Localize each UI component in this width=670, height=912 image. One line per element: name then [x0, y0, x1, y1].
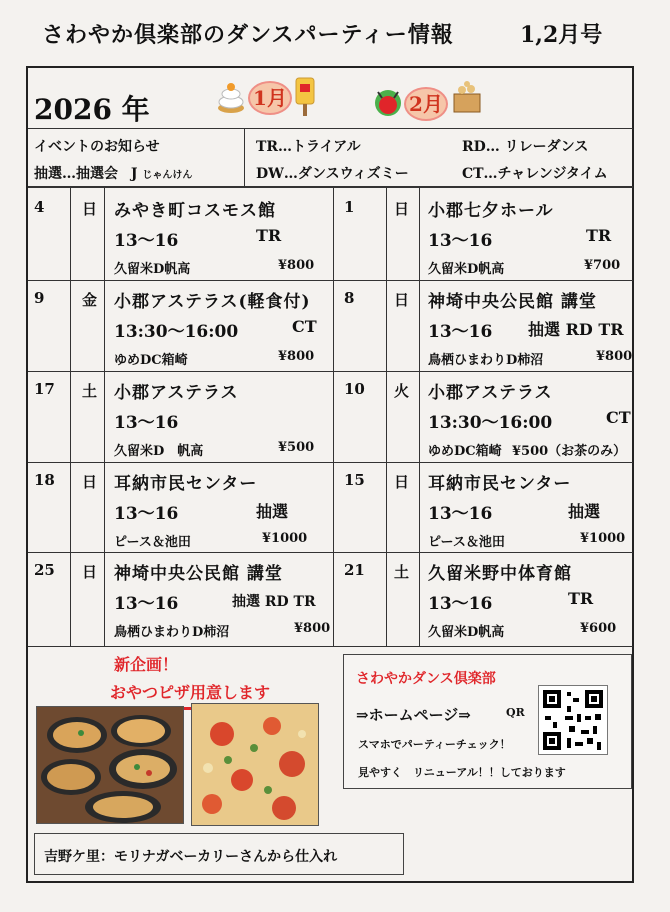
event-tag: TR — [586, 226, 612, 245]
event-price: ¥800 — [294, 621, 331, 636]
event-weekday: 日 — [394, 473, 410, 491]
event-venue: 久留米野中体育館 — [428, 564, 572, 584]
promo-pizza: おやつピザ用意します — [110, 683, 271, 702]
event-venue: 耳納市民センター — [114, 474, 258, 494]
event-venue: 小郡アステラス — [428, 383, 553, 403]
event-tag: TR — [256, 226, 282, 245]
ad-homepage-link[interactable]: ⇒ホームページ⇒ — [356, 706, 471, 724]
row-divider — [28, 646, 333, 647]
event-tag: 抽選 RD TR — [232, 594, 316, 610]
event-venue: 小郡七夕ホール — [428, 201, 554, 221]
event-day: 17 — [34, 380, 55, 398]
event-day: 18 — [34, 471, 55, 489]
event-time: 13:30～16:00 — [114, 322, 239, 342]
supplier-note: 吉野ケ里：モリナガベーカリーさんから仕入れ — [44, 849, 338, 865]
page-title: さわやか倶楽部のダンスパーティー情報 — [42, 22, 454, 48]
bean-box-icon — [450, 80, 484, 121]
event-weekday: 土 — [394, 563, 410, 581]
ad-club-name: さわやかダンス倶楽部 — [356, 671, 496, 687]
event-price: ¥800 — [278, 258, 315, 273]
event-venue: 神埼中央公民館 講堂 — [114, 564, 283, 584]
event-tag: CT — [292, 317, 317, 336]
event-time: 13～16 — [428, 231, 493, 251]
event-day: 10 — [344, 380, 365, 398]
event-host: 久留米D 帆高 — [114, 444, 204, 459]
grid-top-line — [28, 186, 633, 188]
event-price: ¥800 — [278, 349, 315, 364]
legend-column-divider — [244, 128, 245, 186]
event-venue: 小郡アステラス — [114, 383, 239, 403]
event-time: 13:30～16:00 — [428, 413, 553, 433]
february-badge: 2月 — [404, 87, 448, 121]
event-time: 13～16 — [114, 413, 179, 433]
event-time: 13～16 — [428, 504, 493, 524]
event-price: ¥700 — [584, 258, 621, 273]
event-row — [34, 465, 326, 551]
legend-j-note: じゃんけん — [142, 170, 193, 181]
ad-renewal: 見やすく リニューアル！！しております — [358, 766, 566, 779]
event-row — [34, 283, 326, 369]
event-host: ピース＆池田 — [114, 535, 191, 550]
event-time: 13～16 — [114, 504, 179, 524]
ad-qr-label: QR — [506, 706, 525, 719]
event-host: ゆめDC箱崎 — [428, 444, 502, 459]
event-day: 25 — [34, 561, 55, 579]
event-tag: 抽選 — [568, 502, 601, 521]
qr-code-icon[interactable] — [538, 685, 608, 755]
setsubun-mask-icon — [372, 86, 404, 125]
event-row — [34, 192, 326, 278]
event-row — [34, 374, 326, 460]
event-tag: 抽選 — [256, 502, 289, 521]
legend-notice: イベントのお知らせ — [34, 139, 160, 155]
event-price: ¥1000 — [262, 531, 308, 546]
event-price: ¥600 — [580, 621, 617, 636]
event-venue: みやき町コスモス館 — [114, 201, 276, 221]
row-divider — [28, 462, 633, 463]
event-day: 8 — [344, 289, 355, 307]
event-row — [344, 192, 629, 278]
event-weekday: 日 — [82, 563, 98, 581]
event-weekday: 土 — [82, 382, 98, 400]
event-weekday: 日 — [82, 200, 98, 218]
event-host: ゆめDC箱崎 — [114, 353, 188, 368]
event-day: 21 — [344, 561, 365, 579]
event-time: 13～16 — [428, 594, 493, 614]
event-host: 鳥栖ひまわりD柿沼 — [114, 625, 230, 640]
event-row — [344, 555, 629, 645]
event-weekday: 日 — [394, 291, 410, 309]
legend-lottery-text: 抽選…抽選会 — [34, 166, 118, 182]
event-day: 1 — [344, 198, 355, 216]
column-divider — [333, 186, 334, 646]
legend-dw: DW…ダンスウィズミー — [256, 166, 409, 182]
promo-new-plan: 新企画！ — [114, 655, 179, 674]
legend-j-mark: J — [130, 166, 138, 182]
legend-divider — [28, 128, 633, 129]
event-weekday: 金 — [82, 291, 98, 309]
event-weekday: 日 — [394, 200, 410, 218]
battledore-icon — [292, 76, 318, 123]
event-venue: 小郡アステラス(軽食付) — [114, 292, 311, 312]
event-time: 13～16 — [114, 231, 179, 251]
row-divider — [28, 371, 633, 372]
legend-lottery — [34, 163, 192, 183]
event-tag: CT — [606, 408, 631, 427]
event-row — [344, 283, 633, 369]
event-tag: TR — [568, 589, 594, 608]
event-host: 久留米D帆高 — [114, 262, 191, 277]
legend-rd: RD… リレーダンス — [462, 139, 589, 155]
event-host: 鳥栖ひまわりD柿沼 — [428, 353, 544, 368]
ad-smartphone-check: スマホでパーティーチェック！ — [358, 738, 511, 751]
event-day: 9 — [34, 289, 45, 307]
row-divider — [28, 552, 633, 553]
event-host: 久留米D帆高 — [428, 262, 505, 277]
event-price: ¥500（お茶のみ） — [512, 444, 627, 459]
row-divider — [333, 646, 633, 647]
legend-tr: TR…トライアル — [256, 139, 361, 155]
event-day: 15 — [344, 471, 365, 489]
event-weekday: 火 — [394, 382, 410, 400]
event-venue: 耳納市民センター — [428, 474, 572, 494]
pizza-tray-photo — [36, 706, 184, 824]
event-host: 久留米D帆高 — [428, 625, 505, 640]
year-label: 2026 年 — [34, 93, 150, 126]
event-day: 4 — [34, 198, 45, 216]
event-host: ピース＆池田 — [428, 535, 505, 550]
event-time: 13～16 — [114, 594, 179, 614]
event-price: ¥500 — [278, 440, 315, 455]
event-venue: 神埼中央公民館 講堂 — [428, 292, 597, 312]
kagami-mochi-icon — [216, 78, 246, 119]
event-row — [344, 374, 629, 460]
event-row — [344, 465, 629, 551]
event-price: ¥800 — [596, 349, 633, 364]
january-badge: 1月 — [248, 81, 292, 115]
event-weekday: 日 — [82, 473, 98, 491]
legend-ct: CT…チャレンジタイム — [462, 166, 608, 182]
event-tag: 抽選 RD TR — [528, 320, 624, 339]
pizza-closeup-photo — [191, 703, 319, 826]
row-divider — [28, 280, 633, 281]
issue-label: 1,2月号 — [520, 22, 603, 48]
event-price: ¥1000 — [580, 531, 626, 546]
event-time: 13～16 — [428, 322, 493, 342]
event-row — [34, 555, 331, 645]
